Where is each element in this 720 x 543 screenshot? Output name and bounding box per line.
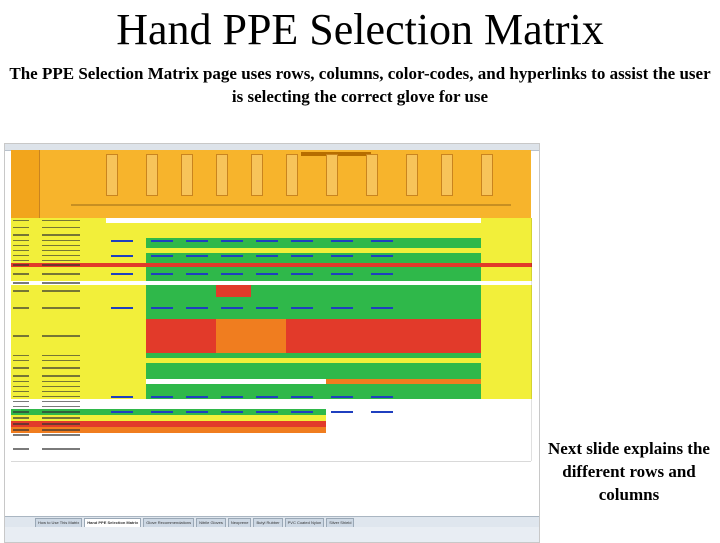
more-info-link[interactable] — [256, 255, 278, 257]
more-info-link[interactable] — [186, 411, 208, 413]
sheet-tab[interactable]: Glove Recommendations — [143, 518, 194, 528]
row-chemical-label — [42, 417, 80, 419]
sheet-tab[interactable]: How to Use This Matrix — [35, 518, 82, 528]
row-group-label — [13, 250, 29, 252]
row-group-label — [13, 367, 29, 369]
matrix-cell — [216, 223, 252, 232]
more-info-link[interactable] — [186, 396, 208, 398]
more-info-link[interactable] — [111, 411, 133, 413]
more-info-link[interactable] — [111, 307, 133, 309]
row-group-label — [13, 260, 29, 262]
more-info-link[interactable] — [291, 396, 313, 398]
row-chemical-label — [42, 386, 80, 388]
matrix-cell — [181, 285, 217, 297]
matrix-cell — [146, 223, 182, 232]
matrix-cell — [216, 285, 252, 297]
matrix-cell — [216, 437, 252, 461]
row-chemical-label — [42, 290, 80, 292]
spreadsheet-screenshot — [4, 143, 540, 543]
row-group-label — [13, 434, 29, 436]
more-info-link[interactable] — [151, 396, 173, 398]
more-info-link[interactable] — [151, 255, 173, 257]
matrix-cell — [441, 267, 482, 281]
matrix-cell — [406, 285, 442, 297]
matrix-row — [11, 267, 531, 282]
row-group-label — [13, 234, 29, 236]
more-info-link[interactable] — [371, 240, 393, 242]
row-group-label — [13, 245, 29, 247]
matrix-cell — [286, 319, 327, 353]
slide-subtitle: The PPE Selection Matrix page uses rows, columns, color-codes, and hyperlinks to assist the user is selecting the correct glove for use — [9, 64, 711, 106]
matrix-cell — [181, 437, 217, 461]
more-info-link[interactable] — [256, 411, 278, 413]
matrix-row — [11, 437, 531, 462]
matrix-cell — [326, 223, 367, 232]
glove-type-header — [146, 154, 158, 196]
matrix-cell — [481, 363, 532, 373]
more-info-link[interactable] — [186, 307, 208, 309]
more-info-link[interactable] — [256, 273, 278, 275]
glove-type-header — [366, 154, 378, 196]
matrix-cell — [366, 437, 407, 461]
row-group-label — [13, 396, 29, 398]
row-chemical-label — [42, 401, 80, 403]
sheet-tab[interactable]: Nitrile Gloves — [196, 518, 226, 528]
row-group-label — [13, 381, 29, 383]
more-info-link[interactable] — [291, 307, 313, 309]
row-group-label — [13, 335, 29, 337]
more-info-link[interactable] — [371, 273, 393, 275]
row-group-label — [13, 391, 29, 393]
row-group-label — [13, 227, 29, 229]
matrix-cell — [326, 363, 367, 373]
matrix-cell — [251, 437, 287, 461]
sheet-tab-bar — [5, 516, 539, 527]
row-group-label — [13, 448, 29, 450]
row-chemical-label — [42, 307, 80, 309]
more-info-link[interactable] — [221, 307, 243, 309]
more-info-link[interactable] — [151, 273, 173, 275]
row-chemical-label — [42, 273, 80, 275]
matrix-cell — [441, 319, 482, 353]
row-chemical-label — [42, 240, 80, 242]
matrix-cell — [286, 363, 327, 373]
matrix-cell — [216, 319, 252, 353]
more-info-link[interactable] — [111, 240, 133, 242]
matrix-cell — [106, 285, 147, 297]
row-chemical-label — [42, 434, 80, 436]
matrix-cell — [251, 319, 287, 353]
glove-type-header — [216, 154, 228, 196]
matrix-cell — [406, 297, 442, 319]
row-chemical-label — [42, 282, 80, 284]
glove-type-header — [106, 154, 118, 196]
more-info-link[interactable] — [371, 307, 393, 309]
row-group-label — [13, 423, 29, 425]
matrix-cell — [481, 437, 532, 461]
next-slide-note: Next slide explains the different rows and columns — [548, 439, 710, 504]
row-group-label — [13, 406, 29, 408]
more-info-link[interactable] — [291, 411, 313, 413]
row-group-label — [13, 264, 29, 266]
matrix-cell — [406, 223, 442, 232]
glove-type-header — [481, 154, 493, 196]
more-info-link[interactable] — [151, 411, 173, 413]
more-info-link[interactable] — [331, 307, 353, 309]
row-group-label — [13, 429, 29, 431]
matrix-cell — [181, 363, 217, 373]
more-info-link[interactable] — [256, 396, 278, 398]
matrix-cell — [441, 437, 482, 461]
more-info-link[interactable] — [371, 255, 393, 257]
matrix-cell — [181, 319, 217, 353]
more-info-link[interactable] — [291, 240, 313, 242]
more-info-link[interactable] — [186, 240, 208, 242]
row-chemical-label — [42, 411, 80, 413]
matrix-cell — [406, 267, 442, 281]
more-info-link[interactable] — [151, 240, 173, 242]
glove-type-header — [441, 154, 453, 196]
row-group-label — [13, 240, 29, 242]
more-info-link[interactable] — [221, 411, 243, 413]
more-info-link[interactable] — [371, 411, 393, 413]
slide-title: Hand PPE Selection Matrix — [116, 5, 604, 54]
matrix-cell — [251, 285, 287, 297]
header-part-numbers — [71, 204, 511, 206]
more-info-link[interactable] — [111, 255, 133, 257]
more-info-link[interactable] — [256, 240, 278, 242]
matrix-cell — [481, 267, 532, 281]
matrix-cell — [106, 319, 147, 353]
more-info-link[interactable] — [291, 273, 313, 275]
row-chemical-label — [42, 335, 80, 337]
matrix-cell — [406, 363, 442, 373]
row-group-label — [13, 417, 29, 419]
more-info-link[interactable] — [331, 396, 353, 398]
matrix-cell — [146, 437, 182, 461]
matrix-cell — [441, 363, 482, 373]
matrix-cell — [441, 297, 482, 319]
matrix-cell — [146, 285, 182, 297]
glove-type-header — [181, 154, 193, 196]
more-info-link[interactable] — [256, 307, 278, 309]
matrix-cell — [251, 363, 287, 373]
more-info-link[interactable] — [331, 240, 353, 242]
row-chemical-label — [42, 255, 80, 257]
glove-type-header — [286, 154, 298, 196]
matrix-cell — [286, 437, 327, 461]
glove-type-header — [326, 154, 338, 196]
matrix-cell — [106, 363, 147, 373]
matrix-row — [11, 319, 531, 354]
matrix-header-left — [11, 150, 40, 218]
more-info-link[interactable] — [291, 255, 313, 257]
row-group-label — [13, 360, 29, 362]
row-chemical-label — [42, 227, 80, 229]
more-info-link[interactable] — [221, 396, 243, 398]
more-info-link[interactable] — [331, 273, 353, 275]
row-group-label — [13, 220, 29, 222]
more-info-link[interactable] — [221, 273, 243, 275]
matrix-cell — [406, 437, 442, 461]
matrix-cell — [286, 223, 327, 232]
matrix-cell — [366, 363, 407, 373]
row-chemical-label — [42, 245, 80, 247]
matrix-header — [11, 150, 531, 218]
row-group-label — [13, 290, 29, 292]
row-chemical-label — [42, 264, 80, 266]
matrix-cell — [366, 223, 407, 232]
row-chemical-label — [42, 406, 80, 408]
row-chemical-label — [42, 355, 80, 357]
sheet-tab[interactable]: Hand PPE Selection Matrix — [84, 518, 141, 528]
matrix-cell — [406, 319, 442, 353]
matrix-cell — [286, 285, 327, 297]
sheet-tab[interactable]: Neoprene — [228, 518, 252, 528]
row-chemical-label — [42, 396, 80, 398]
row-chemical-label — [42, 448, 80, 450]
row-chemical-label — [42, 260, 80, 262]
more-info-link[interactable] — [111, 396, 133, 398]
matrix-cell — [481, 297, 532, 319]
matrix-row — [11, 297, 531, 320]
row-chemical-label — [42, 250, 80, 252]
matrix-cell — [366, 319, 407, 353]
matrix-cell — [481, 223, 532, 232]
row-group-label — [13, 282, 29, 284]
matrix-cell — [106, 223, 147, 232]
more-info-link[interactable] — [151, 307, 173, 309]
row-chemical-label — [42, 375, 80, 377]
matrix-cell — [326, 319, 367, 353]
more-info-link[interactable] — [186, 273, 208, 275]
matrix-cell — [366, 285, 407, 297]
more-info-link[interactable] — [186, 255, 208, 257]
matrix-cell — [106, 437, 147, 461]
more-info-link[interactable] — [331, 255, 353, 257]
matrix-cell — [216, 363, 252, 373]
row-group-label — [13, 375, 29, 377]
sheet-tab[interactable]: Silver Shield — [326, 518, 354, 528]
row-chemical-label — [42, 367, 80, 369]
row-chemical-label — [42, 423, 80, 425]
more-info-link[interactable] — [331, 411, 353, 413]
matrix-cell — [481, 319, 532, 353]
matrix-cell — [441, 285, 482, 297]
more-info-link[interactable] — [371, 396, 393, 398]
matrix-cell — [481, 285, 532, 297]
more-info-link[interactable] — [111, 273, 133, 275]
row-group-label — [13, 386, 29, 388]
row-group-label — [13, 355, 29, 357]
matrix-cell — [326, 437, 367, 461]
row-chemical-label — [42, 391, 80, 393]
matrix-cell — [146, 363, 182, 373]
row-chemical-label — [42, 360, 80, 362]
more-info-link[interactable] — [221, 240, 243, 242]
row-group-label — [13, 401, 29, 403]
matrix-cell — [441, 223, 482, 232]
row-group-label — [13, 307, 29, 309]
row-chemical-label — [42, 220, 80, 222]
glove-type-header — [406, 154, 418, 196]
row-chemical-label — [42, 234, 80, 236]
matrix-cell — [251, 223, 287, 232]
row-chemical-label — [42, 429, 80, 431]
glove-type-header — [251, 154, 263, 196]
matrix-cell — [181, 223, 217, 232]
sheet-tab[interactable]: PVC Coated Nylon — [285, 518, 325, 528]
more-info-link[interactable] — [221, 255, 243, 257]
matrix-cell — [326, 285, 367, 297]
sheet-tab[interactable]: Butyl Rubber — [253, 518, 282, 528]
row-chemical-label — [42, 381, 80, 383]
row-group-label — [13, 411, 29, 413]
matrix-cell — [146, 319, 182, 353]
row-group-label — [13, 255, 29, 257]
row-group-label — [13, 273, 29, 275]
